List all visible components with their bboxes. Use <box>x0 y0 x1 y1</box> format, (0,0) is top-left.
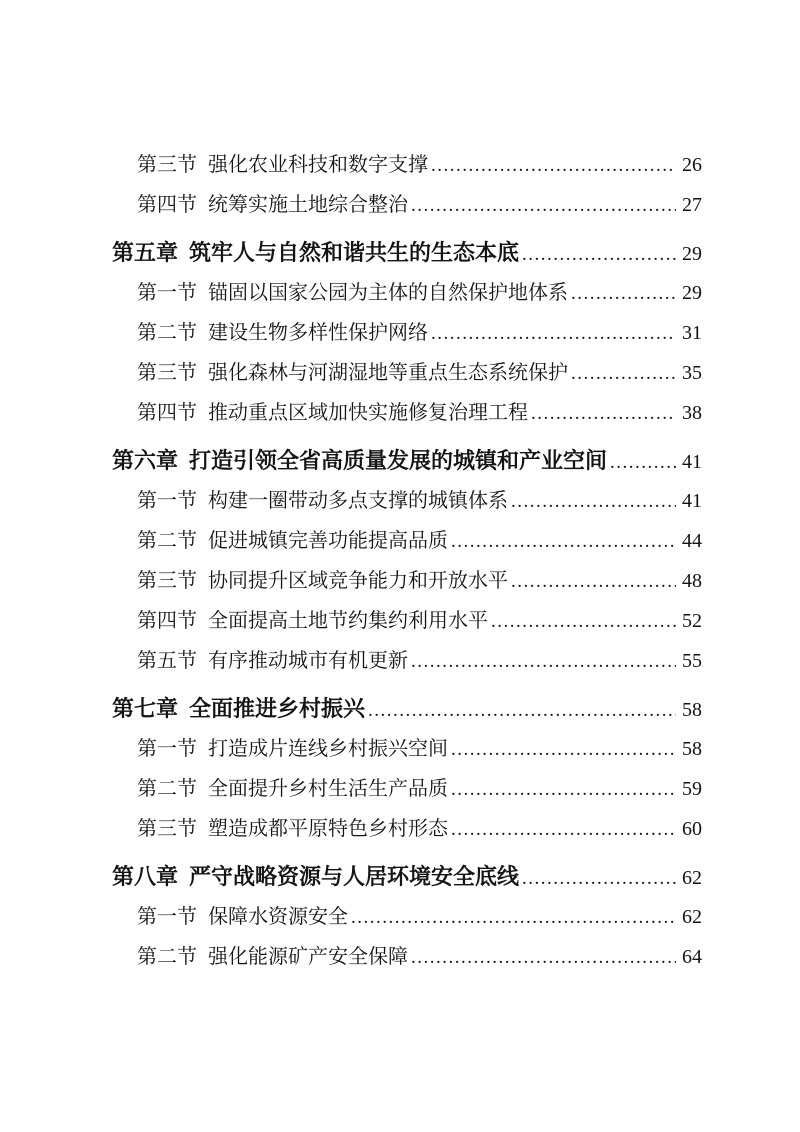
toc-dot-leader <box>571 274 676 314</box>
toc-dot-leader <box>451 730 676 770</box>
toc-entry-label: 第二节 <box>137 778 197 800</box>
toc-entry-page: 60 <box>682 818 702 840</box>
toc-entry-label: 第二节 <box>137 946 197 968</box>
toc-entry-title: 强化农业科技和数字支撑 <box>208 154 428 176</box>
toc-entry-page: 26 <box>682 154 702 176</box>
toc-entry-title: 统筹实施土地综合整治 <box>208 194 408 216</box>
toc-dot-leader <box>451 522 676 562</box>
toc-entry-page: 62 <box>682 867 702 889</box>
toc-entry-title: 全面提高土地节约集约利用水平 <box>208 610 488 632</box>
toc-entry-page: 31 <box>682 322 702 344</box>
toc-entry-chapter <box>112 689 702 729</box>
toc-dot-leader <box>522 235 676 275</box>
toc-entry-section <box>112 809 702 849</box>
toc-entry-label: 第一节 <box>137 282 197 304</box>
toc-dot-leader <box>511 482 676 522</box>
toc-entry-title: 协同提升区域竞争能力和开放水平 <box>208 570 508 592</box>
toc-entry-label: 第一节 <box>137 738 197 760</box>
toc-entry-title: 全面提升乡村生活生产品质 <box>208 778 448 800</box>
toc-dot-leader <box>610 443 676 483</box>
toc-entry-label: 第五节 <box>137 650 197 672</box>
toc-entry-section <box>112 273 702 313</box>
toc-entry-section <box>112 481 702 521</box>
toc-entry-label: 第三节 <box>137 154 197 176</box>
toc-entry-label: 第八章 <box>112 864 179 889</box>
toc-entry-section <box>112 601 702 641</box>
toc-entry-label: 第三节 <box>137 818 197 840</box>
toc-entry-page: 27 <box>682 194 702 216</box>
toc-entry-section <box>112 393 702 433</box>
toc-entry-page: 52 <box>682 610 702 632</box>
toc-entry-title: 构建一圈带动多点支撑的城镇体系 <box>208 490 508 512</box>
toc-entry-section <box>112 185 702 225</box>
toc-dot-leader <box>491 602 676 642</box>
toc-entry-label: 第三节 <box>137 570 197 592</box>
toc-entry-page: 59 <box>682 778 702 800</box>
toc-dot-leader <box>451 770 676 810</box>
toc-dot-leader <box>368 691 676 731</box>
toc-entry-title: 塑造成都平原特色乡村形态 <box>208 818 448 840</box>
toc-dot-leader <box>411 938 676 978</box>
toc-entry-label: 第一节 <box>137 490 197 512</box>
toc-entry-page: 62 <box>682 906 702 928</box>
toc-entry-page: 48 <box>682 570 702 592</box>
toc-entry-page: 58 <box>682 699 702 721</box>
toc-entry-section <box>112 937 702 977</box>
toc-entry-page: 29 <box>682 282 702 304</box>
toc-entry-title: 强化森林与河湖湿地等重点生态系统保护 <box>208 362 568 384</box>
toc-entry-section <box>112 769 702 809</box>
toc-entry-title: 推动重点区域加快实施修复治理工程 <box>208 402 528 424</box>
toc-dot-leader <box>451 810 676 850</box>
toc-entry-title: 促进城镇完善功能提高品质 <box>208 530 448 552</box>
toc-entry-page: 64 <box>682 946 702 968</box>
toc-entry-title: 有序推动城市有机更新 <box>208 650 408 672</box>
toc-entry-page: 55 <box>682 650 702 672</box>
toc-entry-section <box>112 145 702 185</box>
toc-dot-leader <box>431 314 676 354</box>
toc-entry-label: 第七章 <box>112 696 179 721</box>
toc-dot-leader <box>431 146 676 186</box>
toc-entry-section <box>112 521 702 561</box>
toc-entry-page: 44 <box>682 530 702 552</box>
toc-entry-section <box>112 897 702 937</box>
toc-entry-section <box>112 729 702 769</box>
toc-entry-section <box>112 313 702 353</box>
toc-dot-leader <box>411 642 676 682</box>
toc-entry-title: 严守战略资源与人居环境安全底线 <box>189 864 520 889</box>
toc-entry-page: 41 <box>682 490 702 512</box>
toc-dot-leader <box>531 394 676 434</box>
toc-entry-chapter <box>112 857 702 897</box>
toc-entry-page: 58 <box>682 738 702 760</box>
toc-entry-label: 第四节 <box>137 610 197 632</box>
toc-entry-section <box>112 353 702 393</box>
toc-entry-page: 35 <box>682 362 702 384</box>
toc-entry-label: 第五章 <box>112 240 179 265</box>
toc-entry-page: 29 <box>682 243 702 265</box>
toc-entry-label: 第二节 <box>137 530 197 552</box>
toc-entry-title: 打造成片连线乡村振兴空间 <box>208 738 448 760</box>
toc-entry-label: 第六章 <box>112 448 179 473</box>
toc-entry-label: 第四节 <box>137 402 197 424</box>
toc-entry-title: 筑牢人与自然和谐共生的生态本底 <box>189 240 520 265</box>
toc-dot-leader <box>351 898 676 938</box>
toc-page <box>112 0 702 977</box>
toc-entry-section <box>112 641 702 681</box>
toc-entry-title: 保障水资源安全 <box>208 906 348 928</box>
toc-entry-label: 第二节 <box>137 322 197 344</box>
toc-entry-title: 锚固以国家公园为主体的自然保护地体系 <box>208 282 568 304</box>
toc-entry-page: 38 <box>682 402 702 424</box>
toc-entry-title: 建设生物多样性保护网络 <box>208 322 428 344</box>
toc-dot-leader <box>571 354 676 394</box>
toc-dot-leader <box>522 859 676 899</box>
toc-entry-chapter <box>112 441 702 481</box>
toc-dot-leader <box>511 562 676 602</box>
toc-entry-page: 41 <box>682 451 702 473</box>
toc-entry-section <box>112 561 702 601</box>
toc-dot-leader <box>411 186 676 226</box>
toc-entry-title: 强化能源矿产安全保障 <box>208 946 408 968</box>
toc-entry-label: 第三节 <box>137 362 197 384</box>
toc-entry-title: 打造引领全省高质量发展的城镇和产业空间 <box>189 448 608 473</box>
toc-entry-chapter <box>112 233 702 273</box>
toc-entry-title: 全面推进乡村振兴 <box>189 696 366 721</box>
toc-entry-label: 第四节 <box>137 194 197 216</box>
toc-entry-label: 第一节 <box>137 906 197 928</box>
